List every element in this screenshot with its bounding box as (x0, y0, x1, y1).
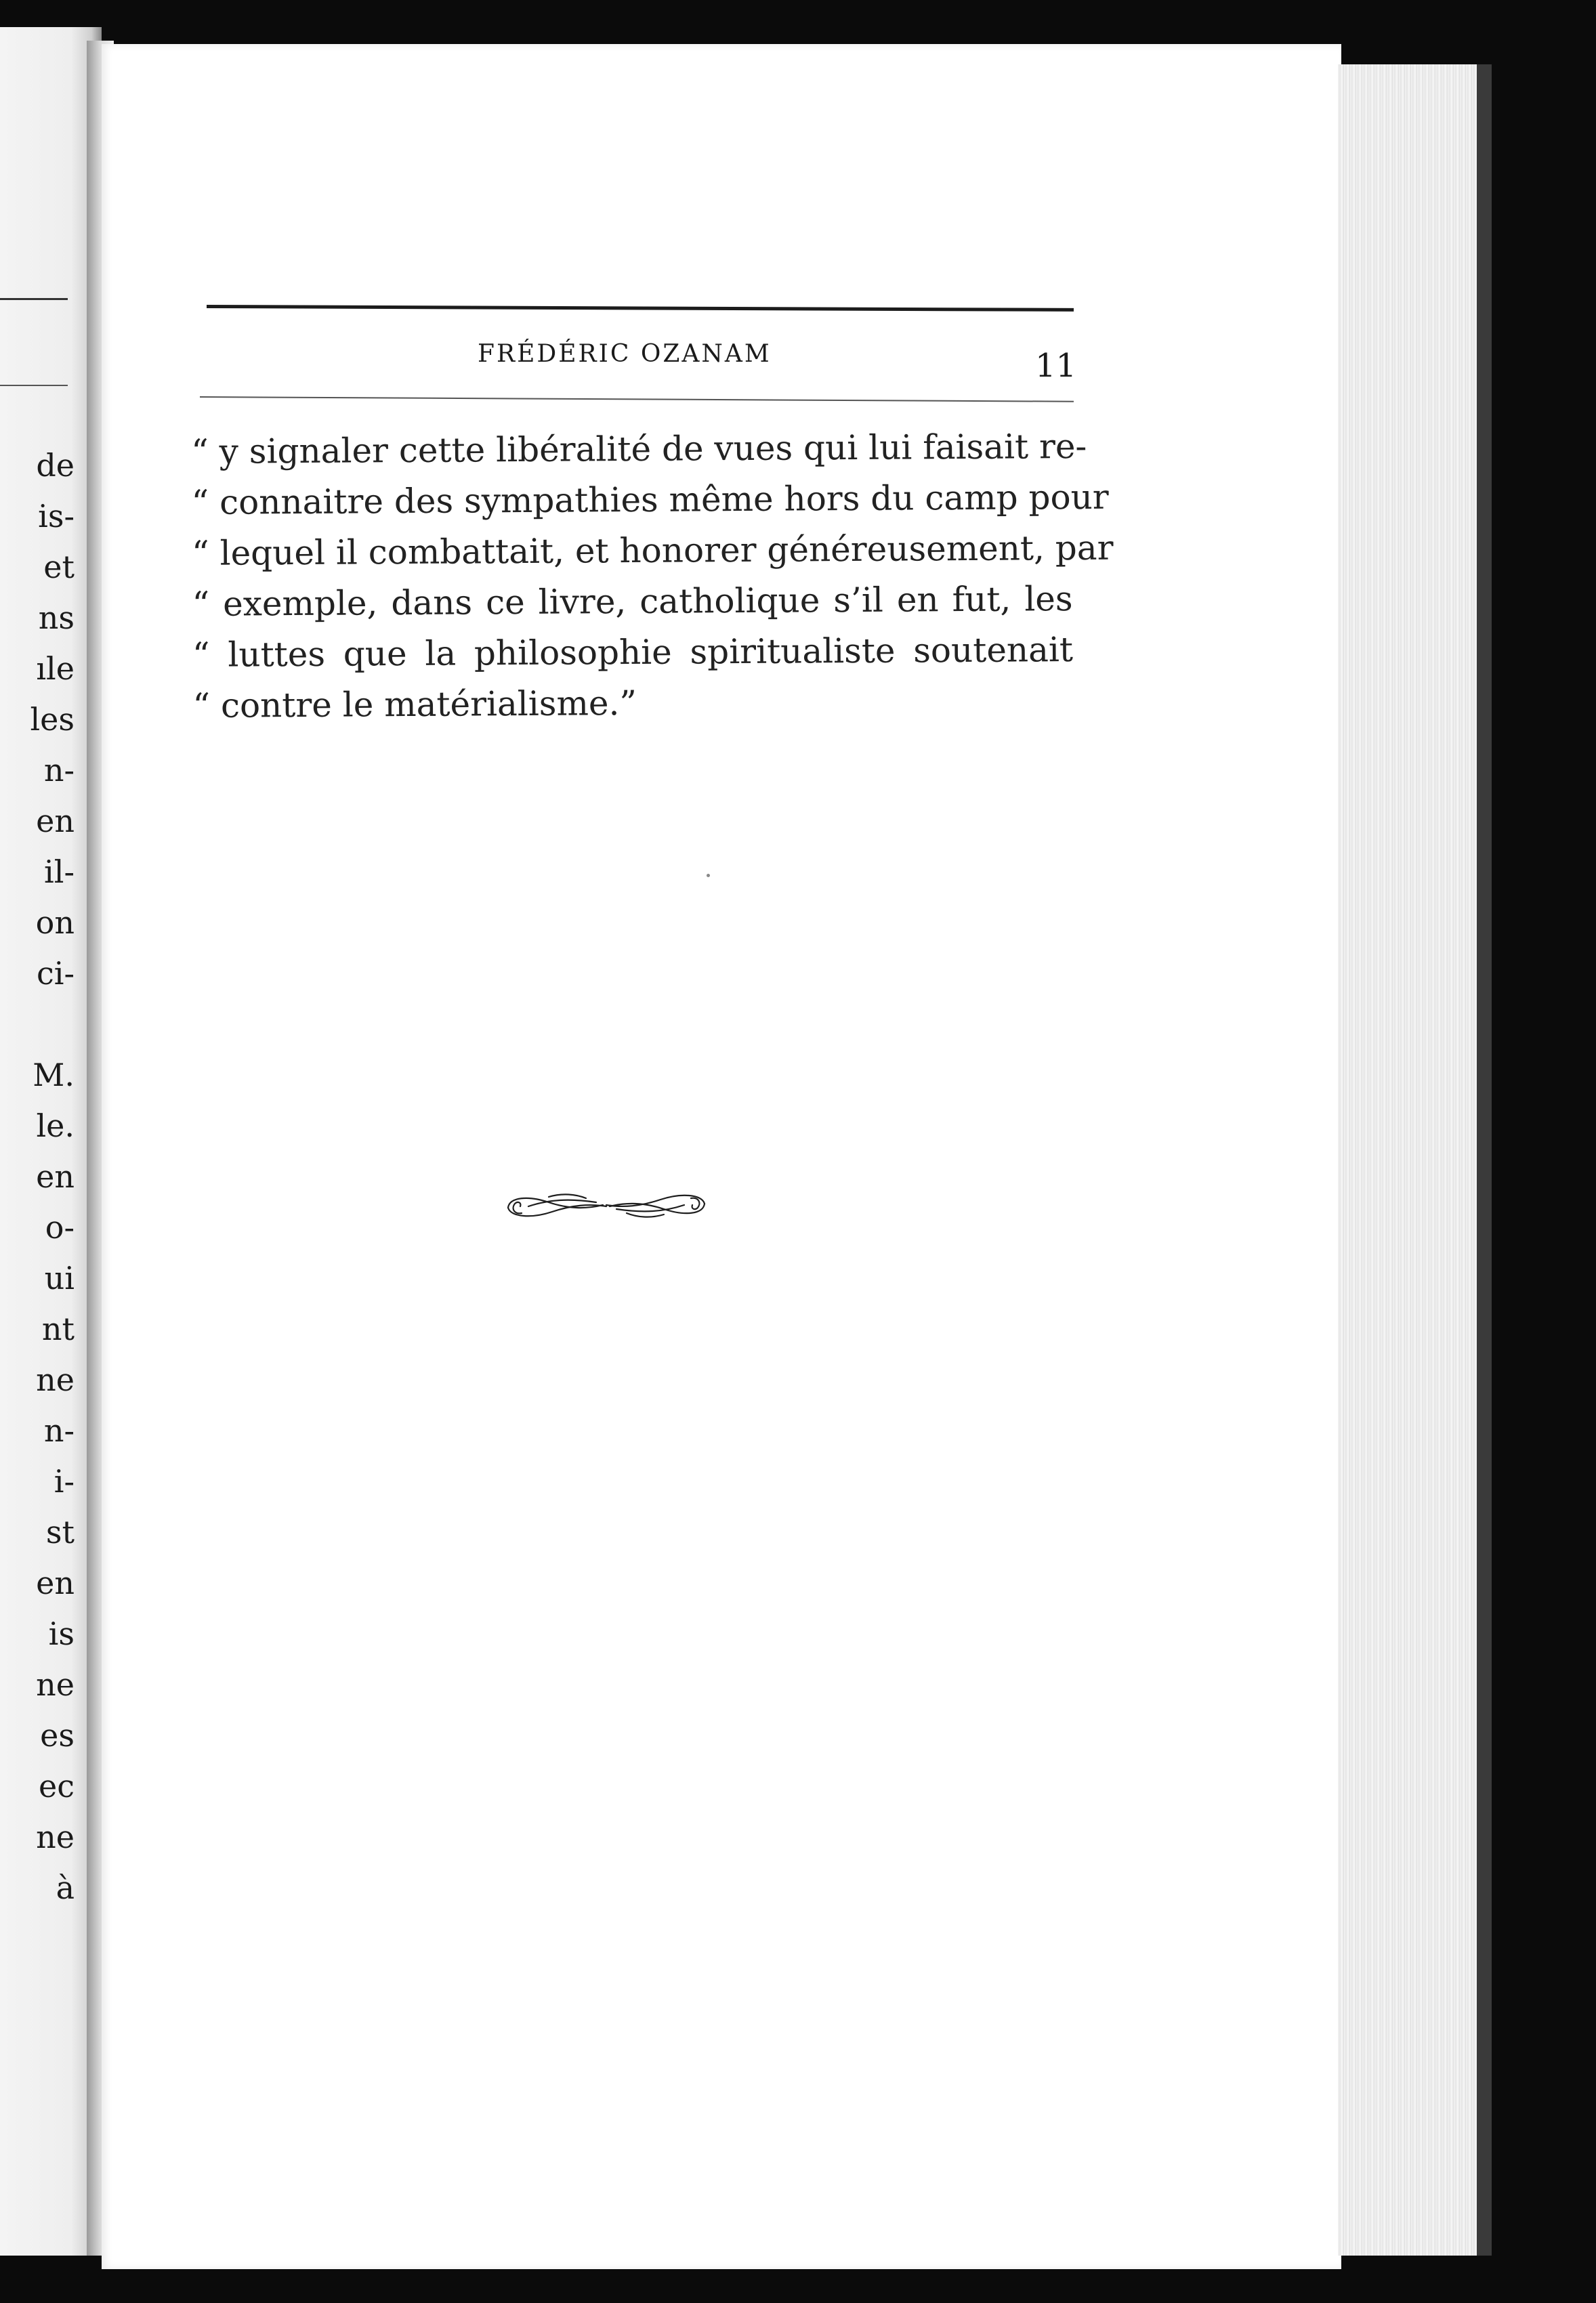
text-line: “ connaitre des sympathies même hors du camp pour (191, 477, 1109, 522)
fragment: il- (44, 853, 75, 890)
fragment: ci- (36, 955, 75, 992)
fragment: o- (45, 1209, 75, 1246)
book-fore-edge (1338, 64, 1480, 2256)
facing-page-rule (0, 298, 68, 300)
facing-page-rule (0, 385, 68, 386)
text-line: “ contre le matérialisme.” (192, 683, 637, 725)
fragment: st (45, 1514, 75, 1550)
fragment: n- (43, 752, 75, 788)
fragment: les (30, 701, 75, 738)
fragment: on (35, 904, 75, 941)
fragment: ne (36, 1666, 75, 1703)
fragment: es (40, 1717, 75, 1754)
fragment: et (43, 549, 75, 585)
paper-speck (707, 874, 710, 877)
running-title: FRÉDÉRIC OZANAM (478, 340, 772, 368)
fragment-gap (0, 999, 75, 1050)
page-number: 11 (1035, 347, 1077, 385)
text-line: “ lequel il combattait, et honorer généreusement, par (191, 528, 1114, 573)
fragment: n- (43, 1412, 75, 1449)
fragment: ne (36, 1361, 75, 1398)
text-line: “ exemple, dans ce livre, catholique s’il en fut, les (192, 579, 1073, 624)
fragment: ui (44, 1260, 75, 1296)
text-line: “ luttes que la philosophie spiritualiste soutenait (192, 630, 1074, 675)
fragment: en (36, 1158, 75, 1195)
fragment: en (36, 803, 75, 839)
body-paragraph (191, 421, 1114, 732)
fragment: i- (54, 1463, 75, 1500)
fragment: ıle (36, 650, 75, 687)
fragment: ec (39, 1768, 75, 1804)
book-cover-edge (1477, 64, 1492, 2256)
fragment: is- (38, 498, 75, 534)
facing-page-text-fragments (0, 440, 75, 1914)
fragment: ns (38, 599, 75, 636)
text-line: “ y signaler cette libéralité de vues qui lui faisait re- (191, 426, 1087, 471)
page (102, 44, 1341, 2269)
fragment: le. (36, 1107, 75, 1144)
fragment: de (36, 447, 75, 484)
fragment: à (56, 1869, 75, 1906)
fragment: is (48, 1615, 75, 1652)
scroll-flourish-ornament-icon (501, 1182, 711, 1229)
fragment: M. (33, 1057, 75, 1093)
fragment: en (36, 1565, 75, 1601)
fragment: nt (41, 1311, 75, 1347)
fragment: ne (36, 1819, 75, 1855)
